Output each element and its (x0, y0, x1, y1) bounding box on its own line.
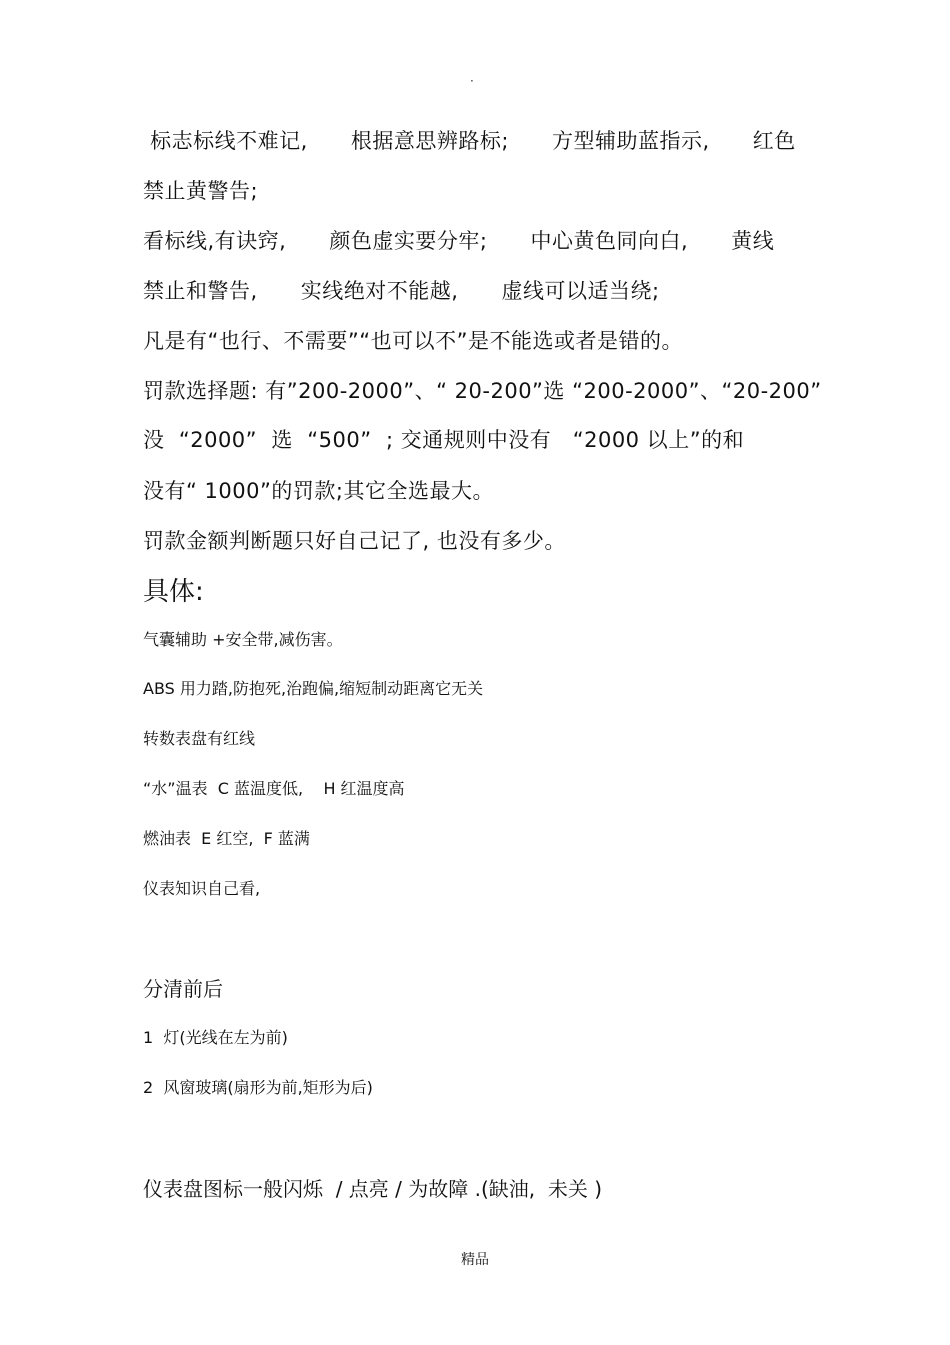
rule-line-8: 没有“ 1000”的罚款;其它全选最大。 (143, 479, 494, 503)
detail-line-1: 气囊辅助 +安全带,减伤害。 (143, 630, 343, 649)
detail-line-4: “水”温表 C 蓝温度低, H 红温度高 (143, 779, 405, 798)
section-heading: 具体: (143, 577, 204, 607)
section2-item-1: 1 灯(光线在左为前) (143, 1028, 288, 1047)
rule-line-9: 罚款金额判断题只好自己记了, 也没有多少。 (143, 529, 566, 553)
rule-line-3: 看标线,有诀窍, 颜色虚实要分牢; 中心黄色同向白, 黄线 (143, 229, 775, 253)
rule-line-4: 禁止和警告, 实线绝对不能越, 虚线可以适当绕; (143, 279, 660, 303)
header-mark: · (470, 74, 474, 88)
page-footer: 精品 (461, 1252, 489, 1268)
detail-line-2: ABS 用力踏,防抱死,治跑偏,缩短制动距离它无关 (143, 679, 484, 698)
detail-line-5: 燃油表 E 红空, F 蓝满 (143, 829, 310, 848)
section2-item-2: 2 风窗玻璃(扇形为前,矩形为后) (143, 1078, 373, 1097)
rule-line-7: 没 “2000” 选 “500” ; 交通规则中没有 “2000 以上”的和 (143, 428, 745, 452)
section3-title: 仪表盘图标一般闪烁 / 点亮 / 为故障 .(缺油, 未关 ) (143, 1177, 603, 1201)
detail-line-3: 转数表盘有红线 (143, 729, 256, 748)
rule-line-1: 标志标线不难记, 根据意思辨路标; 方型辅助蓝指示, 红色 (143, 129, 796, 153)
rule-line-2: 禁止黄警告; (143, 179, 259, 203)
detail-line-6: 仪表知识自己看, (143, 879, 261, 898)
section2-title: 分清前后 (143, 977, 223, 1001)
rule-line-6: 罚款选择题: 有”200-2000”、“ 20-200”选 “200-2000”、“20-200” (143, 379, 822, 403)
rule-line-5: 凡是有“也行、不需要”“也可以不”是不能选或者是错的。 (143, 329, 684, 353)
